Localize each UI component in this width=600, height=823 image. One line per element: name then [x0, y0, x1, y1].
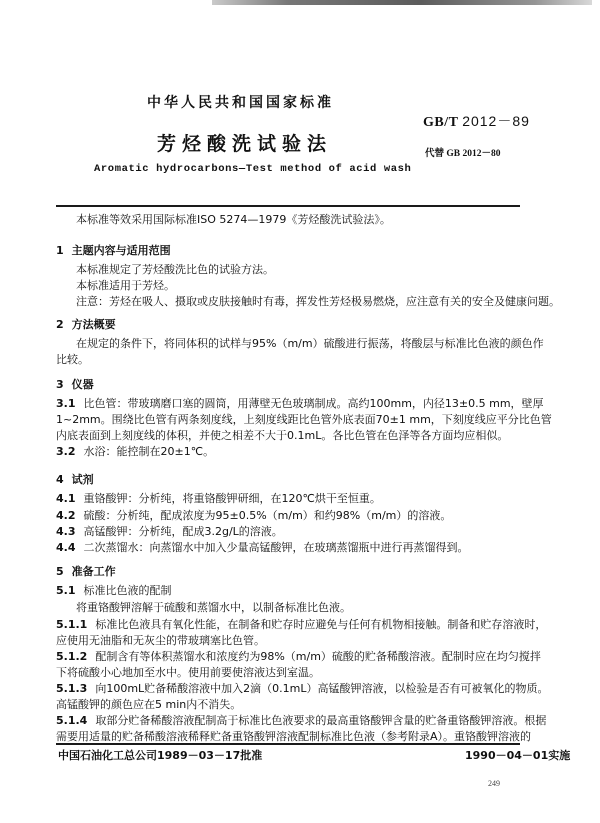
- section-4-heading: [56, 472, 526, 488]
- item-5-1-4-line: 需要用适量的贮备稀酸溶液稀释贮备重铬酸钾溶液配制标准比色液（参考附录A）。重铬酸钾溶液的: [56, 730, 532, 743]
- header-divider: [56, 205, 520, 207]
- item-5-1-3-line: 高锰酸钾的颜色应在5 min内不消失。: [56, 698, 242, 711]
- item-number: 5.1.2: [56, 650, 88, 663]
- section-title: 试剂: [71, 473, 94, 486]
- item-number: 5.1.1: [56, 618, 88, 631]
- effective-date: 1990－04－01实施: [465, 749, 571, 762]
- section-1-heading: [56, 243, 526, 259]
- approval-note: 中国石油化工总公司1989－03－17批准: [58, 749, 263, 762]
- item-3-1-line: 1~2mm。围绕比色管有两条刻度线，上刻度线距比色管外底表面70±1 mm，下刻度线应平分比色管: [56, 413, 552, 426]
- section-5-heading: [56, 564, 526, 580]
- item-text: 配制含有等体积蒸馏水和浓度约为98%（m/m）硫酸的贮备稀酸溶液。配制时应在均匀搅拌: [95, 650, 541, 663]
- replaces-code: GB 2012－80: [446, 149, 501, 159]
- item-text: 水浴：能控制在20±1℃。: [83, 445, 215, 458]
- section-number: 5: [56, 565, 64, 578]
- item-3-1-line: 内底表面到上刻度线的体积，并使之相差不大于0.1mL。各比色管在色泽等各方面均应相似。: [56, 429, 509, 442]
- item-4-1: [56, 491, 526, 507]
- item-5-1-1-line: 应使用无油脂和无灰尘的带玻璃塞比色管。: [56, 634, 265, 647]
- intro-paragraph: 本标准等效采用国际标准ISO 5274—1979《芳烃酸洗试验法》。: [76, 213, 391, 226]
- item-number: 5.1.3: [56, 682, 88, 695]
- document-title-en: Aromatic hydrocarbons—Test method of acid wash: [94, 163, 412, 175]
- standard-code: [423, 111, 530, 131]
- item-4-2: [56, 508, 526, 524]
- section-number: 2: [56, 318, 64, 331]
- replaces-note: [425, 145, 501, 159]
- item-4-3: [56, 524, 526, 540]
- item-text: 比色管：带玻璃磨口塞的圆筒，用薄壁无色玻璃制成。高约100mm，内径13±0.5 mm，壁厚: [83, 397, 544, 410]
- page-number: 249: [488, 779, 500, 788]
- item-number: 4.4: [56, 541, 76, 554]
- standard-code-prefix: GB/T: [423, 115, 459, 130]
- item-5-1-1: [56, 617, 547, 633]
- section-1-warning: 注意：芳烃在吸人、摄取或皮肤接触时有毒，挥发性芳烃极易燃烧，应注意有关的安全及健康问题。: [76, 295, 560, 308]
- section-2-paragraph-cont: 比较。: [56, 353, 89, 366]
- section-1-paragraph: 本标准适用于芳烃。: [76, 279, 175, 292]
- section-3-heading: [56, 377, 526, 393]
- item-4-4: [56, 540, 526, 556]
- section-title: 主题内容与适用范围: [71, 244, 171, 257]
- item-3-2: [56, 444, 526, 460]
- section-number: 3: [56, 378, 64, 391]
- item-5-1: [56, 583, 526, 599]
- item-5-1-4: [56, 713, 547, 729]
- item-3-1: [56, 396, 544, 412]
- item-5-1-2: [56, 649, 541, 665]
- item-number: 4.1: [56, 492, 76, 505]
- item-number: 5.1: [56, 584, 76, 597]
- item-5-1-sub: 将重铬酸钾溶解于硫酸和蒸馏水中，以制备标准比色液。: [76, 601, 351, 614]
- item-text: 标准比色液具有氧化性能，在制备和贮存时应避免与任何有机物相接触。制备和贮存溶液时，: [95, 618, 547, 631]
- item-number: 5.1.4: [56, 714, 88, 727]
- replaces-label: 代替: [425, 149, 445, 159]
- item-text: 高锰酸钾：分析纯，配成3.2g/L的溶液。: [83, 525, 283, 538]
- item-5-1-2-line: 下将硫酸小心地加至水中。使用前要使溶液达到室温。: [56, 666, 320, 679]
- document-title-cn: 芳烃酸洗试验法: [157, 133, 333, 155]
- item-text: 二次蒸馏水：向蒸馏水中加入少量高锰酸钾，在玻璃蒸馏瓶中进行再蒸馏得到。: [83, 541, 469, 554]
- section-2-heading: [56, 317, 526, 333]
- section-1-paragraph: 本标准规定了芳烃酸洗比色的试验方法。: [76, 263, 274, 276]
- standard-code-number: 2012－89: [462, 113, 530, 129]
- item-text: 标准比色液的配制: [83, 584, 172, 597]
- section-2-paragraph: 在规定的条件下，将同体积的试样与95%（m/m）硫酸进行振荡，将酸层与标准比色液的颜色作: [76, 337, 544, 350]
- item-5-1-3: [56, 681, 549, 697]
- section-title: 方法概要: [71, 318, 116, 331]
- section-number: 1: [56, 244, 64, 257]
- item-text: 取部分贮备稀酸溶液配制高于标准比色液要求的最高重铬酸钾含量的贮备重铬酸钾溶液。根据: [95, 714, 547, 727]
- section-number: 4: [56, 473, 64, 486]
- item-number: 4.2: [56, 509, 76, 522]
- standard-type-heading: 中华人民共和国国家标准: [147, 95, 334, 111]
- item-text: 向100mL贮备稀酸溶液中加入2滴（0.1mL）高锰酸钾溶液，以检验是否有可被氧化的物质。: [95, 682, 549, 695]
- scan-artifact-bar: [212, 0, 592, 5]
- item-text: 硫酸：分析纯，配成浓度为95±0.5%（m/m）和约98%（m/m）的溶液。: [83, 509, 452, 522]
- section-title: 准备工作: [71, 565, 116, 578]
- item-number: 3.2: [56, 445, 76, 458]
- footer-divider: [56, 743, 520, 745]
- item-number: 3.1: [56, 397, 76, 410]
- section-title: 仪器: [71, 378, 94, 391]
- item-text: 重铬酸钾：分析纯，将重铬酸钾研细，在120℃烘干至恒重。: [83, 492, 381, 505]
- item-number: 4.3: [56, 525, 76, 538]
